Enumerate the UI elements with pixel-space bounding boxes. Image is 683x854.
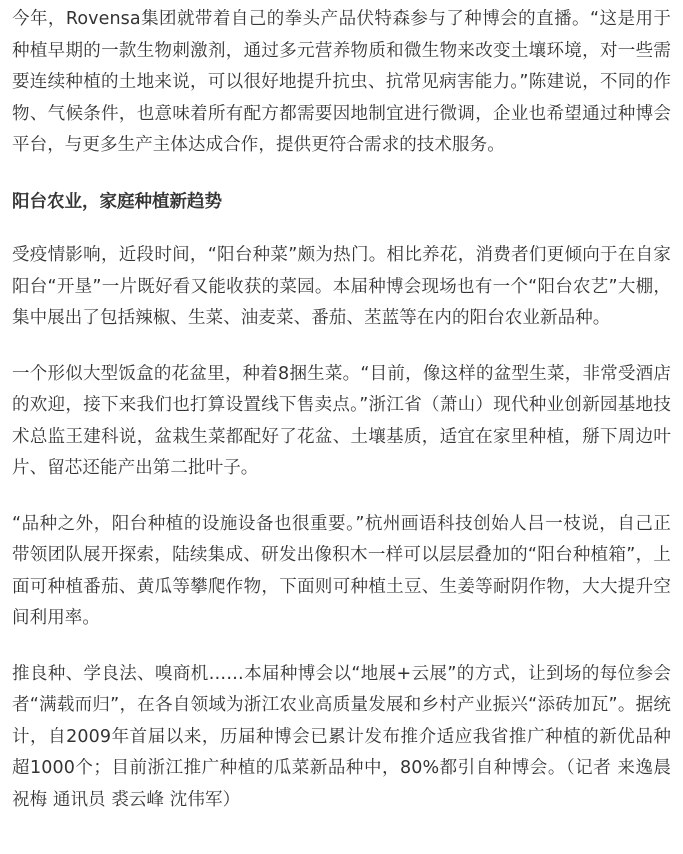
section-heading: 阳台农业，家庭种植新趋势	[12, 191, 222, 212]
paragraph-summary: 推良种、学良法、嗅商机……本届种博会以“地展+云展”的方式，让到场的每位参会者“满载而归”，在各自领域为浙江农业高质量发展和乡村产业振兴“添砖加瓦”。据统计，自2009年首届以来，历届种博会已累计发布推介适应我省推广种植的新优品种超1000个；目前浙江推广种植的瓜菜新品种中，80%都引自种博会。（记者 来逸晨 祝梅 通讯员 裘云峰 沈伟军）	[12, 663, 671, 810]
paragraph-balcony-trend: 受疫情影响，近段时间，“阳台种菜”颇为热门。相比养花，消费者们更倾向于在自家阳台“开垦”一片既好看又能收获的菜园。本届种博会现场也有一个“阳台农艺”大棚，集中展出了包括辣椒、生菜、油麦菜、番茄、苤蓝等在内的阳台农业新品种。	[12, 245, 671, 328]
paragraph-planting-box: “品种之外，阳台种植的设施设备也很重要。”杭州画语科技创始人吕一枝说，自己正带领团队展开探索，陆续集成、研发出像积木一样可以层层叠加的“阳台种植箱”，上面可种植番茄、黄瓜等攀爬作物，下面则可种植土豆、生姜等耐阴作物，大大提升空间利用率。	[12, 513, 671, 628]
paragraph-potted-lettuce: 一个形似大型饭盒的花盆里，种着8捆生菜。“目前，像这样的盆型生菜，非常受酒店的欢迎，接下来我们也打算设置线下售卖点。”浙江省（萧山）现代种业创新园基地技术总监王建科说，盆栽生菜都配好了花盆、土壤基质，适宜在家里种植，掰下周边叶片、留芯还能产出第二批叶子。	[12, 363, 671, 478]
paragraph-rovensa: 今年，Rovensa集团就带着自己的拳头产品伏特森参与了种博会的直播。“这是用于种植早期的一款生物刺激剂，通过多元营养物质和微生物来改变土壤环境，对一些需要连续种植的土地来说，可以很好地提升抗虫、抗常见病害能力。”陈建说，不同的作物、气候条件，也意味着所有配方都需要因地制宜进行微调，企业也希望通过种博会平台，与更多生产主体达成合作，提供更符合需求的技术服务。	[12, 9, 671, 155]
